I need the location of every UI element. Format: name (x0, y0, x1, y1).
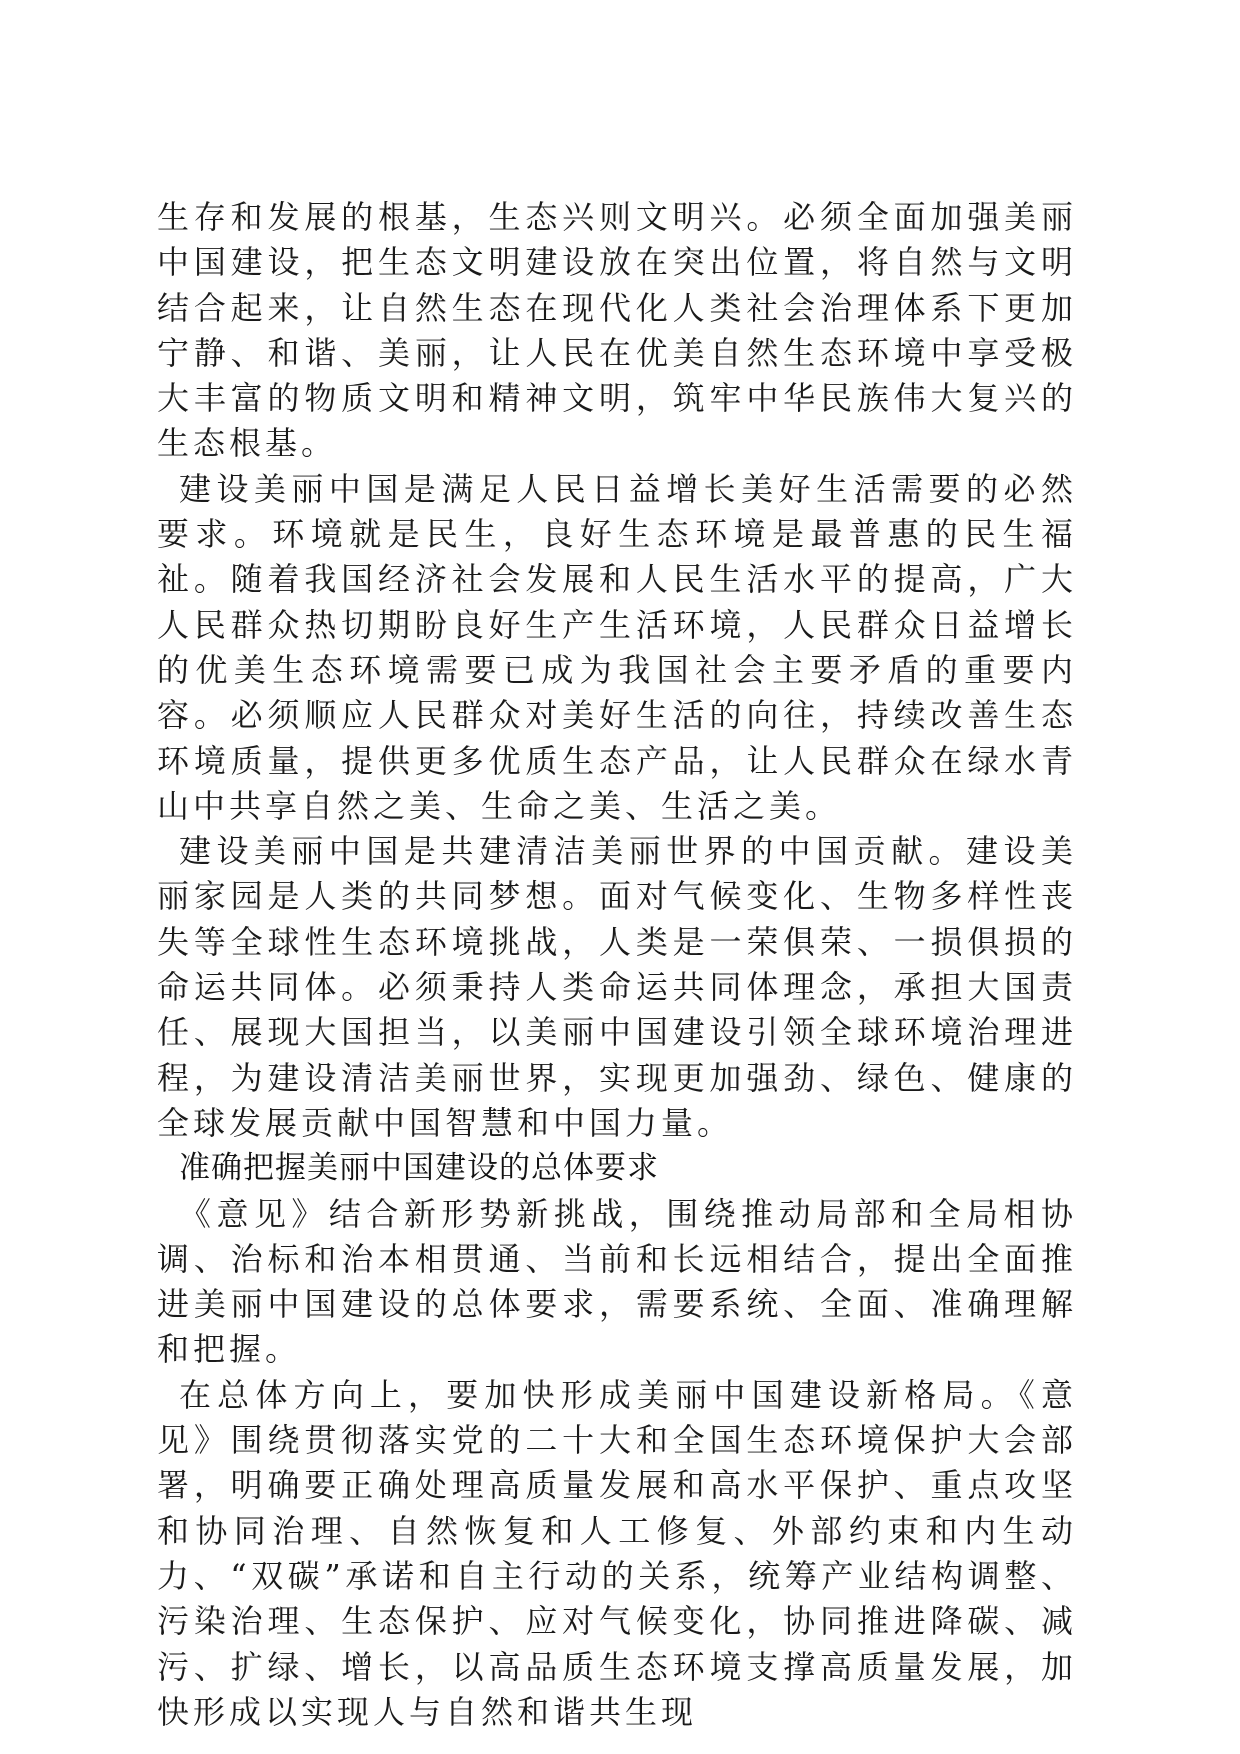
paragraph-global-contribution: 建设美丽中国是共建清洁美丽世界的中国贡献。建设美丽家园是人类的共同梦想。面对气候变化、生物多样性丧失等全球性生态环境挑战，人类是一荣俱荣、一损俱损的命运共同体。必须秉持人类命运共同体理念，承担大国责任、展现大国担当，以美丽中国建设引领全球环境治理进程，为建设清洁美丽世界，实现更加强劲、绿色、健康的全球发展贡献中国智慧和中国力量。 (157, 832, 1077, 1142)
section-heading: 准确把握美丽中国建设的总体要求 (179, 1150, 659, 1187)
paragraph-overall-direction: 在总体方向上，要加快形成美丽中国建设新格局。《意见》围绕贯彻落实党的二十大和全国生态环境保护大会部署，明确要正确处理高质量发展和高水平保护、重点攻坚和协同治理、自然恢复和人工修复、外部约束和内生动力、“双碳”承诺和自主行动的关系，统筹产业结构调整、污染治理、生态保护、应对气候变化，协同推进降碳、减污、扩绿、增长，以高品质生态环境支撑高质量发展，加快形成以实现人与自然和谐共生现 (157, 1375, 1077, 1731)
paragraph-people-needs: 建设美丽中国是满足人民日益增长美好生活需要的必然要求。环境就是民生，良好生态环境是最普惠的民生福祉。随着我国经济社会发展和人民生活水平的提高，广大人民群众热切期盼良好生产生活环境，人民群众日益增长的优美生态环境需要已成为我国社会主要矛盾的重要内容。必须顺应人民群众对美好生活的向往，持续改善生态环境质量，提供更多优质生态产品，让人民群众在绿水青山中共享自然之美、生命之美、生活之美。 (157, 469, 1077, 825)
document-page (157, 195, 1077, 1735)
paragraph-continuation: 生存和发展的根基，生态兴则文明兴。必须全面加强美丽中国建设，把生态文明建设放在突出位置，将自然与文明结合起来，让自然生态在现代化人类社会治理体系下更加宁静、和谐、美丽，让人民在优美自然生态环境中享受极大丰富的物质文明和精神文明，筑牢中华民族伟大复兴的生态根基。 (157, 198, 1077, 463)
paragraph-opinions-summary: 《意见》结合新形势新挑战，围绕推动局部和全局相协调、治标和治本相贯通、当前和长远相结合，提出全面推进美丽中国建设的总体要求，需要系统、全面、准确理解和把握。 (157, 1194, 1077, 1369)
